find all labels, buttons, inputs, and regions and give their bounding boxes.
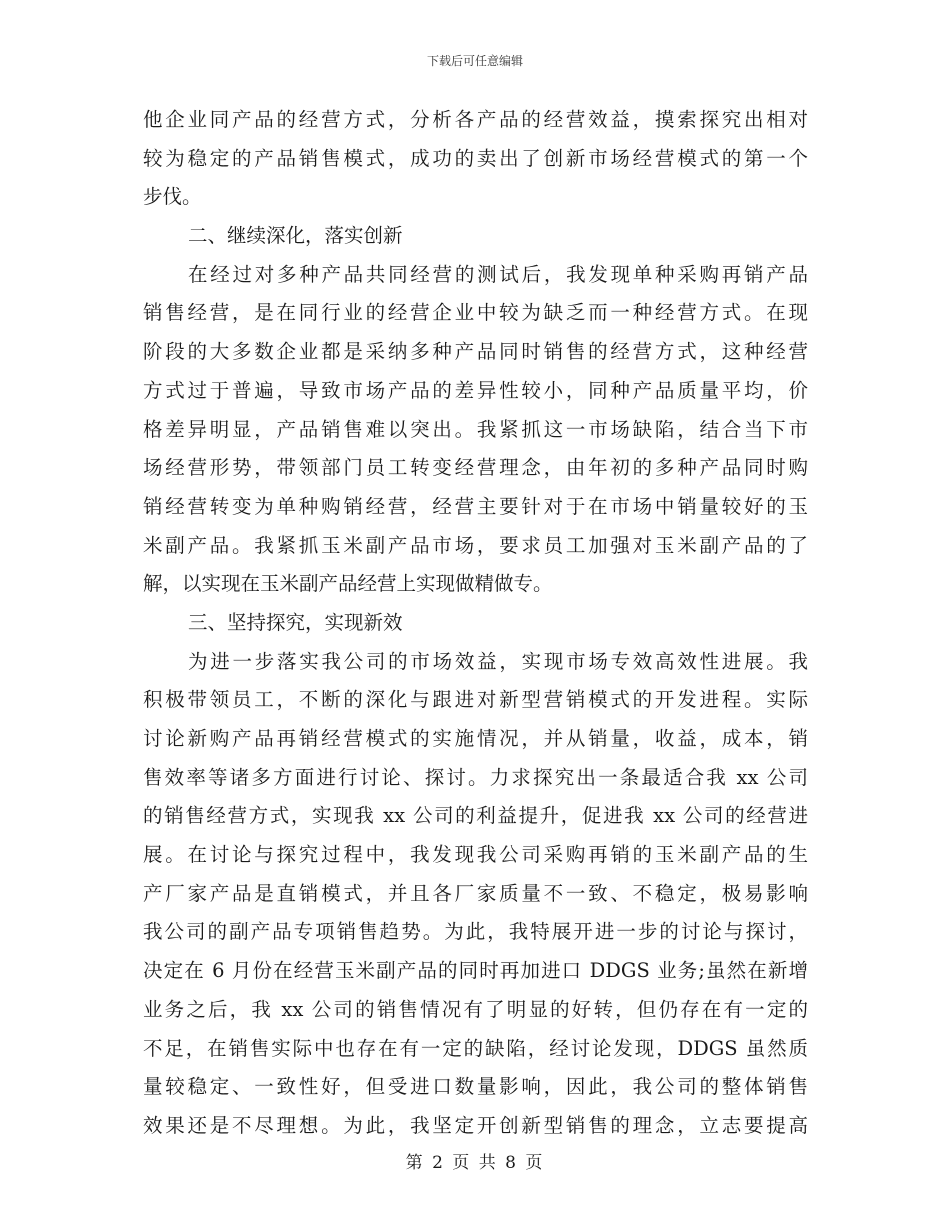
section-heading: 二、继续深化，落实创新 — [188, 224, 403, 248]
body-line: 效果还是不尽理想。为此，我坚定开创新型销售的理念，立志要提高 — [143, 1113, 808, 1137]
body-line: 方式过于普遍，导致市场产品的差异性较小，同种产品质量平均，价 — [143, 378, 808, 402]
body-line: 讨论新购产品再销经营模式的实施情况，并从销量，收益，成本，销 — [143, 727, 808, 750]
body-line: 展。在讨论与探究过程中，我发现我公司采购再销的玉米副产品的生 — [143, 843, 808, 867]
body-line: 解，以实现在玉米副产品经营上实现做精做专。 — [143, 572, 553, 596]
body-line: 在经过对多种产品共同经营的测试后，我发现单种采购再销产品 — [188, 262, 808, 286]
body-line: 为进一步落实我公司的市场效益，实现市场专效高效性进展。我 — [188, 649, 808, 673]
body-line: 较为稳定的产品销售模式，成功的卖出了创新市场经营模式的第一个 — [143, 146, 808, 170]
body-line: 产厂家产品是直销模式，并且各厂家质量不一致、不稳定，极易影响 — [143, 881, 808, 905]
body-line: 业务之后，我 xx 公司的销售情况有了明显的好转，但仍存在有一定的 — [143, 997, 808, 1021]
body-line: 米副产品。我紧抓玉米副产品市场，要求员工加强对玉米副产品的了 — [143, 533, 808, 557]
body-line: 量较稳定、一致性好，但受进口数量影响，因此，我公司的整体销售 — [143, 1075, 808, 1099]
body-line: 积极带领员工，不断的深化与跟进对新型营销模式的开发进程。实际 — [143, 688, 808, 712]
page-number: 第 2 页 共 8 页 — [405, 1153, 545, 1173]
body-line: 阶段的大多数企业都是采纳多种产品同时销售的经营方式，这种经营 — [143, 340, 808, 364]
body-line: 格差异明显，产品销售难以突出。我紧抓这一市场缺陷，结合当下市 — [143, 417, 808, 441]
body-line: 售效率等诸多方面进行讨论、探讨。力求探究出一条最适合我 xx 公司 — [143, 765, 808, 789]
body-line: 销经营转变为单种购销经营，经营主要针对于在市场中销量较好的玉 — [143, 494, 808, 518]
section-heading: 三、坚持探究，实现新效 — [188, 610, 403, 634]
body-line: 的销售经营方式，实现我 xx 公司的利益提升，促进我 xx 公司的经营进 — [143, 804, 808, 828]
body-line: 步伐。 — [143, 185, 202, 209]
body-line: 不足，在销售实际中也存在有一定的缺陷，经讨论发现，DDGS 虽然质 — [143, 1036, 808, 1060]
page-header: 下载后可任意编辑 — [426, 54, 523, 68]
body-line: 我公司的副产品专项销售趋势。为此，我特展开进一步的讨论与探讨， — [143, 920, 808, 944]
document-body — [143, 101, 808, 1146]
body-line: 场经营形势，带领部门员工转变经营理念，由年初的多种产品同时购 — [143, 456, 808, 480]
body-line: 销售经营，是在同行业的经营企业中较为缺乏而一种经营方式。在现 — [143, 301, 808, 325]
body-line: 他企业同产品的经营方式，分析各产品的经营效益，摸索探究出相对 — [143, 108, 808, 131]
body-line: 决定在 6 月份在经营玉米副产品的同时再加进口 DDGS 业务;虽然在新增 — [143, 959, 808, 983]
